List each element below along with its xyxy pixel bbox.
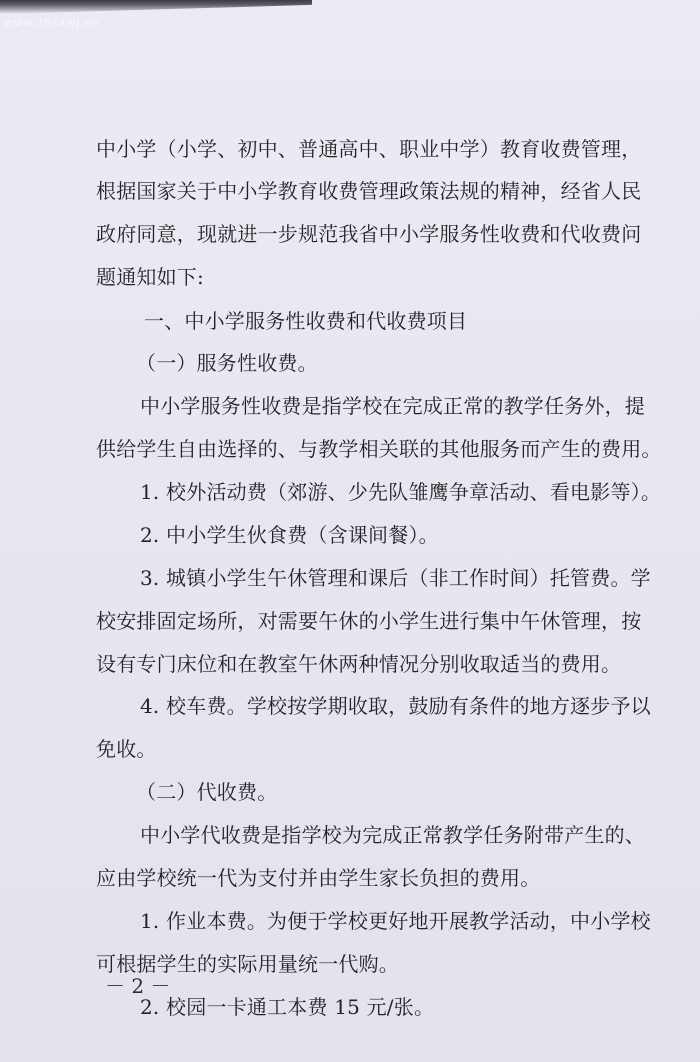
subsection-heading: （二）代收费。 — [136, 780, 278, 804]
body-line: 供给学生自由选择的、与教学相关联的其他服务而产生的费用。 — [96, 437, 662, 461]
body-line: 中小学（小学、初中、普通高中、职业中学）教育收费管理， — [96, 137, 642, 161]
list-item: 2. 中小学生伙食费（含课间餐）。 — [140, 523, 439, 547]
site-watermark: www.zhsxwj.cn — [4, 16, 101, 29]
list-item: 3. 城镇小学生午休管理和课后（非工作时间）托管费。学 — [140, 566, 651, 590]
page-number: － 2 － — [105, 974, 171, 998]
body-line: 政府同意，现就进一步规范我省中小学服务性收费和代收费问 — [96, 222, 642, 246]
subsection-heading: （一）服务性收费。 — [136, 351, 318, 375]
body-line: 免收。 — [96, 737, 157, 761]
list-item: 1. 作业本费。为便于学校更好地开展教学活动，中小学校 — [140, 909, 651, 933]
body-line: 应由学校统一代为支付并由学生家长负担的费用。 — [96, 866, 541, 890]
body-line: 可根据学生的实际用量统一代购。 — [96, 952, 399, 976]
list-item: 1. 校外活动费（郊游、少先队雏鹰争章活动、看电影等）。 — [140, 480, 662, 504]
list-item: 2. 校园一卡通工本费 15 元/张。 — [140, 995, 435, 1019]
body-line: 校安排固定场所，对需要午休的小学生进行集中午休管理，按 — [96, 609, 642, 633]
body-line: 题通知如下: — [96, 265, 204, 289]
list-item: 4. 校车费。学校按学期收取，鼓励有条件的地方逐步予以 — [140, 694, 651, 718]
body-line: 根据国家关于中小学教育收费管理政策法规的精神，经省人民 — [96, 179, 642, 203]
scan-edge-shadow — [0, 0, 312, 14]
section-heading: 一、中小学服务性收费和代收费项目 — [144, 309, 468, 333]
body-line: 设有专门床位和在教室午休两种情况分别收取适当的费用。 — [96, 652, 622, 676]
body-line: 中小学服务性收费是指学校在完成正常的教学任务外，提 — [140, 394, 645, 418]
body-line: 中小学代收费是指学校为完成正常教学任务附带产生的、 — [140, 823, 645, 847]
